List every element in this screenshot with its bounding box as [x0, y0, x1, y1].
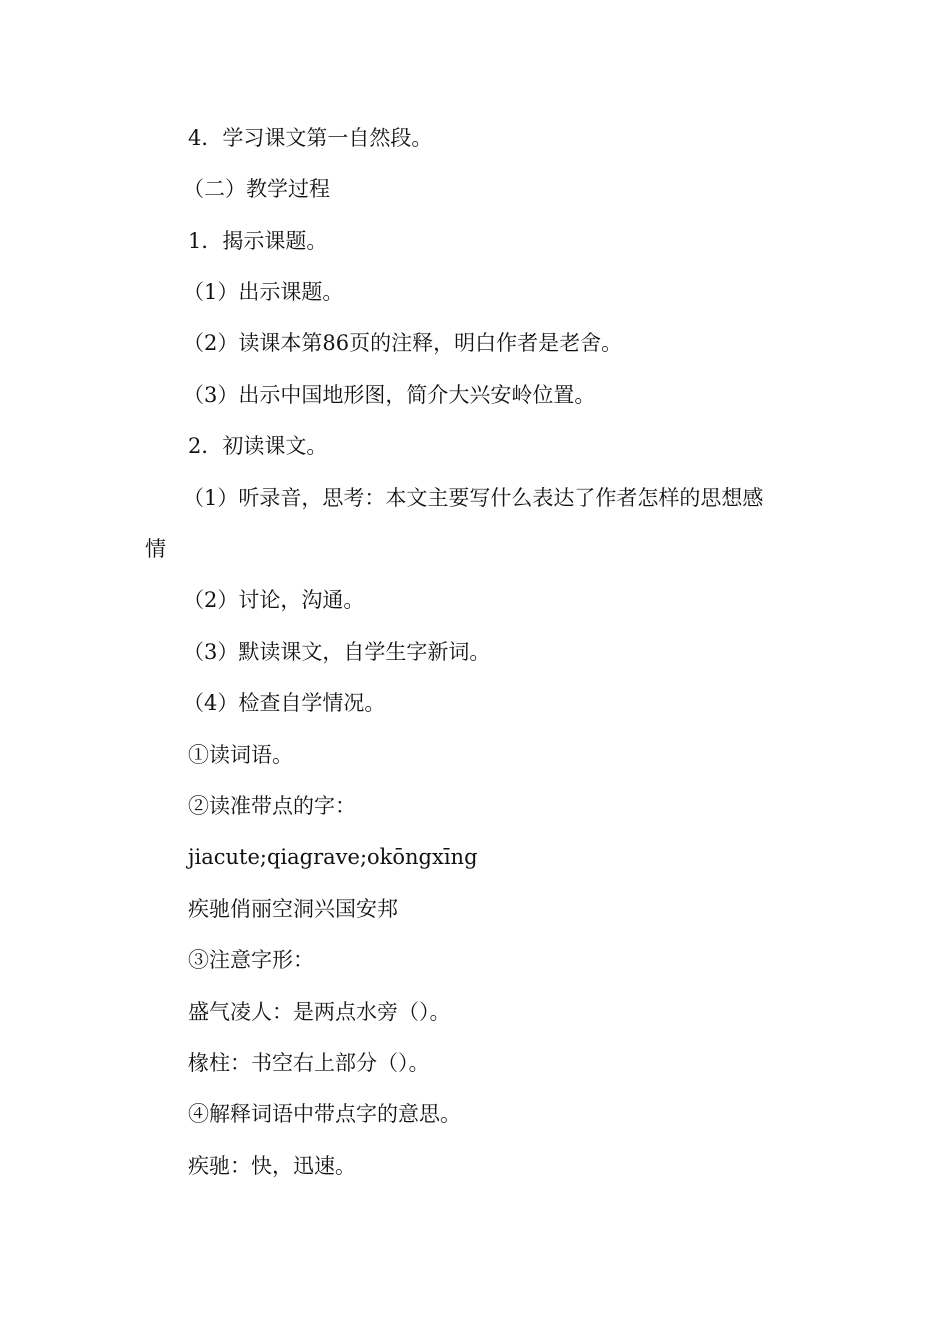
text-line: ④解释词语中带点字的意思。 — [188, 1102, 461, 1126]
section-heading: （二）教学过程 — [183, 177, 330, 201]
text-line: ③注意字形： — [188, 948, 314, 972]
text-line: 盛气凌人：是两点水旁（）。 — [188, 1000, 451, 1024]
text-line: （1）听录音，思考：本文主要写什么表达了作者怎样的思想感 — [183, 486, 764, 510]
text-line: （3）默读课文，自学生字新词。 — [183, 640, 491, 664]
text-line: 4．学习课文第一自然段。 — [188, 126, 433, 150]
text-line: 疾驰俏丽空洞兴国安邦 — [188, 897, 398, 921]
text-line: （2）读课本第86页的注释，明白作者是老舍。 — [183, 331, 623, 355]
text-line: （2）讨论，沟通。 — [183, 588, 365, 612]
pinyin-line: jiacute;qiagrave;okōngxīng — [188, 845, 478, 869]
text-line: 疾驰：快，迅速。 — [188, 1154, 356, 1178]
text-line: （4）检查自学情况。 — [183, 691, 386, 715]
text-line: 2．初读课文。 — [188, 434, 328, 458]
text-line: 情 — [145, 537, 166, 561]
text-line: ②读准带点的字： — [188, 794, 356, 818]
text-line: ①读词语。 — [188, 743, 293, 767]
text-line: （1）出示课题。 — [183, 280, 344, 304]
text-line: 椽柱：书空右上部分（）。 — [188, 1051, 430, 1075]
text-line: 1．揭示课题。 — [188, 229, 328, 253]
text-line: （3）出示中国地形图，简介大兴安岭位置。 — [183, 383, 596, 407]
